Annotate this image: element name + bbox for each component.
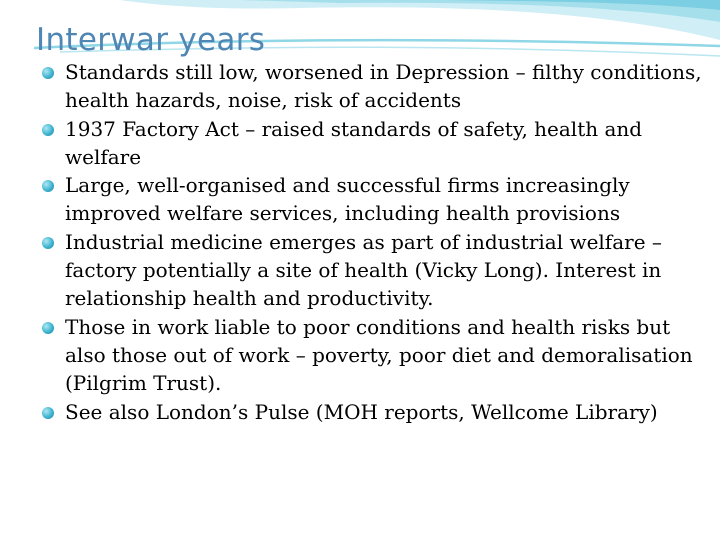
bullet-dot-icon [42,237,54,249]
bullet-text: See also London’s Pulse (MOH reports, Wellcome Library) [65,399,658,424]
bullet-item [42,58,712,115]
bullet-dot-icon [42,322,54,334]
bullet-text: Industrial medicine emerges as part of industrial welfare – factory potentially a site of health (Vicky Long). Interest in relationship health and productivity. [65,229,662,311]
slide-title: Interwar years [36,22,266,58]
bullet-list [42,58,712,426]
bullet-text: Those in work liable to poor conditions and health risks but also those out of work – poverty, poor diet and demoralisation (Pilgrim Trust). [65,314,693,396]
bullet-item [42,398,712,426]
bullet-text: Standards still low, worsened in Depression – filthy conditions, health hazards, noise, risk of accidents [65,60,702,113]
bullet-item [42,228,712,313]
bullet-text: Large, well-organised and successful firms increasingly improved welfare services, including health provisions [65,173,630,226]
bullet-item [42,171,712,228]
bullet-item [42,115,712,172]
bullet-dot-icon [42,124,54,136]
bullet-item [42,313,712,398]
bullet-text: 1937 Factory Act – raised standards of safety, health and welfare [65,116,643,169]
bullet-dot-icon [42,67,54,79]
bullet-dot-icon [42,407,54,419]
bullet-dot-icon [42,180,54,192]
